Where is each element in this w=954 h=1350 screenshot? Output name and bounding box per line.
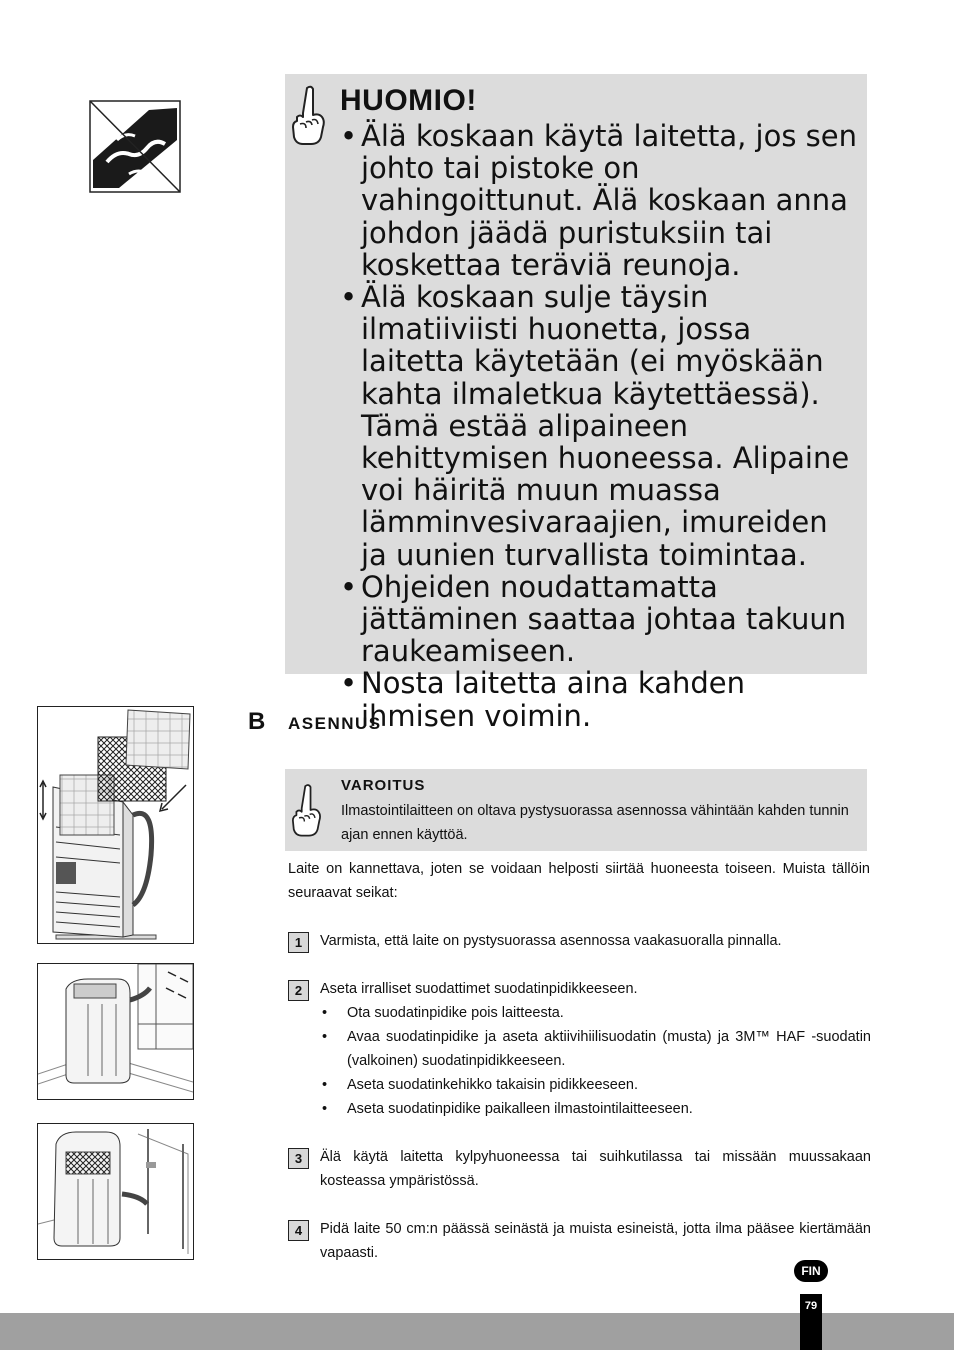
step-number: 3: [288, 1148, 309, 1169]
warning-title: HUOMIO!: [340, 84, 477, 117]
step-number: 4: [288, 1220, 309, 1241]
step-bullet: • Aseta suodatinpidike paikalleen ilmastointilaitteeseen.: [320, 1097, 871, 1121]
step-text: Pidä laite 50 cm:n päässä seinästä ja muista esineistä, jotta ilma pääsee kiertämään vapaasti.: [320, 1221, 871, 1261]
section-title: ASENNUS: [288, 714, 382, 733]
step-bullet: • Ota suodatinpidike pois laitteesta.: [320, 1001, 871, 1025]
page-number: 79: [804, 1300, 818, 1312]
step-number: 1: [288, 932, 309, 953]
filter-installation-illustration: [37, 706, 194, 944]
unit-near-window-illustration: [37, 963, 194, 1100]
pointing-hand-icon: [292, 84, 326, 146]
caution-text: Ilmastointilaitteen on oltava pystysuorassa asennossa vähintään kahden tunnin ajan ennen käyttöä.: [341, 803, 849, 843]
unit-in-bathroom-illustration: [37, 1123, 194, 1260]
step-bullet: • Avaa suodatinpidike ja aseta aktiivihiilisuodatin (musta) ja 3M™ HAF -suodatin (valkoinen) suodatinpidikkeeseen.: [320, 1025, 871, 1073]
no-damaged-cable-icon: [89, 100, 181, 193]
warning-list: [340, 120, 860, 732]
intro-paragraph: Laite on kannettava, joten se voidaan helposti siirtää huoneesta toiseen. Muista tällöin seuraavat seikat:: [288, 861, 870, 901]
step-bullet-list: [320, 1001, 871, 1121]
warning-item: • Ohjeiden noudattamatta jättäminen saattaa johtaa takuun raukeamiseen.: [340, 571, 860, 668]
step-text: Älä käytä laitetta kylpyhuoneessa tai suihkutilassa tai missään muussakaan kosteassa ympäristössä.: [320, 1149, 871, 1189]
pointing-hand-icon: [292, 779, 322, 841]
warning-item: • Älä koskaan käytä laitetta, jos sen johto tai pistoke on vahingoittunut. Älä koskaan anna johdon jäädä puristuksiin tai koskettaa teräviä reunoja.: [340, 120, 860, 281]
step-text: Varmista, että laite on pystysuorassa asennossa vaakasuoralla pinnalla.: [320, 933, 782, 949]
warning-item: • Nosta laitetta aina kahden ihmisen voimin.: [340, 667, 860, 731]
step-bullet: • Aseta suodatinkehikko takaisin pidikkeeseen.: [320, 1073, 871, 1097]
step-block: [320, 977, 871, 1121]
section-letter: B: [248, 708, 266, 735]
warning-item: • Älä koskaan sulje täysin ilmatiiviisti huonetta, jossa laitetta käytetään (ei myöskään kahta ilmaletkua käytettäessä). Tämä estää alipaineen kehittymisen huoneessa. Alipaine voi häiritä muun muassa lämminvesivaraajien, imureiden ja uunien turvallista toimintaa.: [340, 281, 860, 571]
step-number: 2: [288, 980, 309, 1001]
step-text: Aseta irralliset suodattimet suodatinpidikkeeseen.: [320, 981, 638, 997]
language-badge: FIN: [794, 1260, 828, 1282]
caution-title: VAROITUS: [341, 777, 426, 794]
